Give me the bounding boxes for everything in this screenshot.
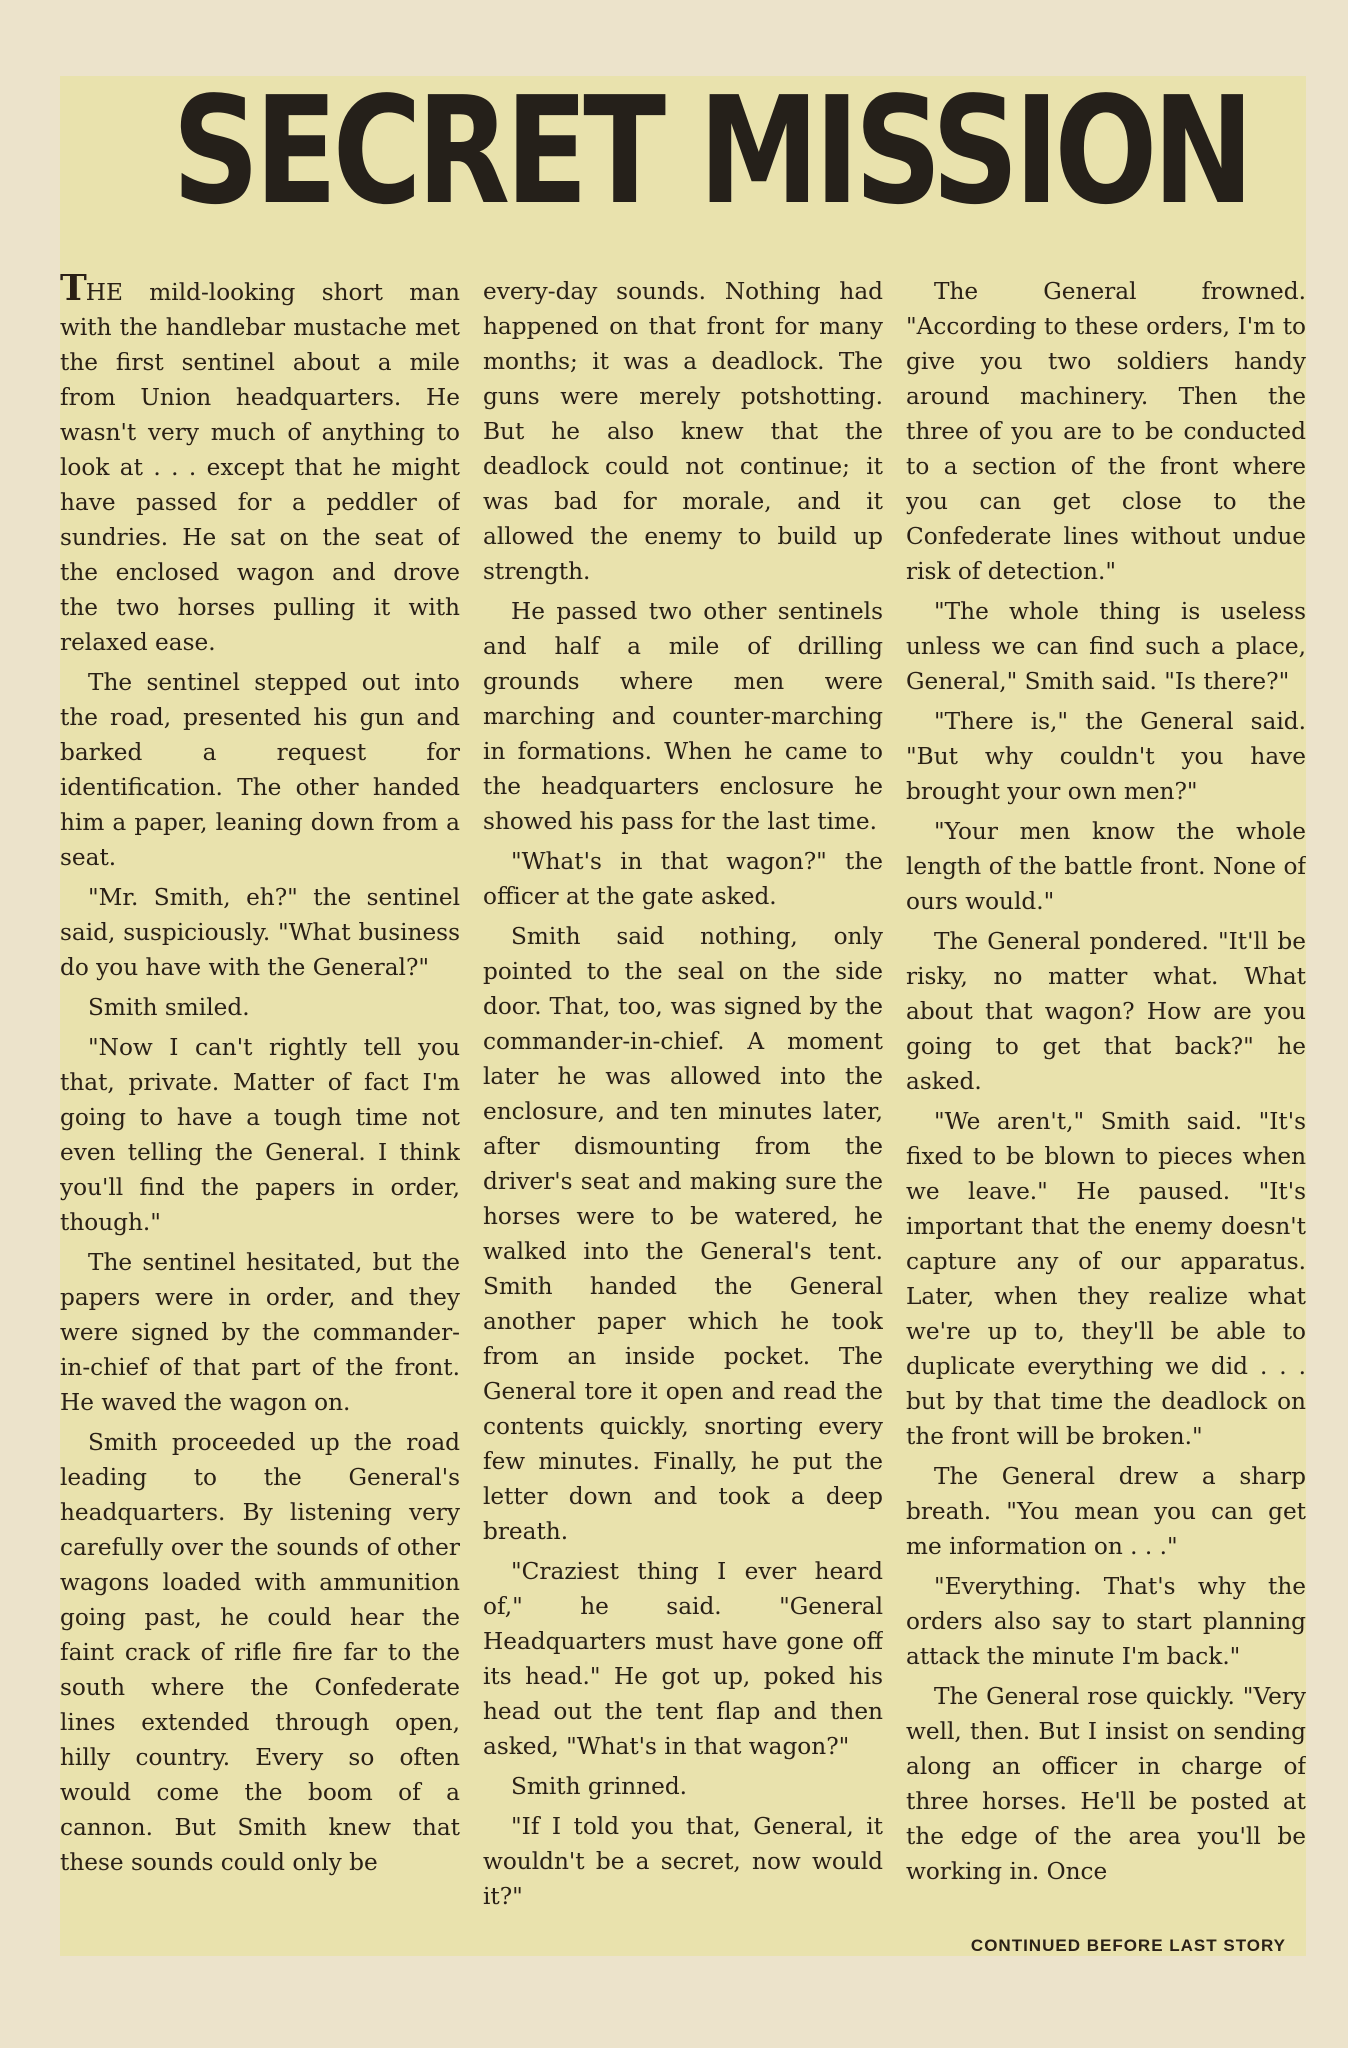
paragraph: "Your men know the whole length of the battle front. None of ours would." xyxy=(906,818,1306,915)
paragraph: every-day sounds. Nothing had happened on that front for many months; it was a deadlock. The guns were merely potshotting. But he also knew that the deadlock could not continue; it was bad for morale, and it allowed the enemy to build up strength. xyxy=(483,278,883,585)
paragraph: Smith proceeded up the road leading to the General's headquarters. By listening very carefully over the sounds of other wagons loaded with ammunition going past, he could hear the faint crack of rifle fire far to the south where the Confederate lines extended through open, hilly country. Every so often would come the boom of a cannon. But Smith knew that these sounds could only be xyxy=(60,1429,460,1876)
paragraph: "If I told you that, General, it wouldn't be a secret, now would it?" xyxy=(483,1813,883,1910)
paragraph: "Craziest thing I ever heard of," he said. "General Headquarters must have gone off its head." He got up, poked his head out the tent flap and then asked, "What's in that wagon?" xyxy=(483,1558,883,1760)
column-3 xyxy=(906,274,1306,1944)
column-2 xyxy=(483,274,883,1944)
paragraph: Smith smiled. xyxy=(88,994,250,1021)
paragraph: The General rose quickly. "Very well, then. But I insist on sending along an officer in charge of three horses. He'll be posted at the edge of the area you'll be working in. Once xyxy=(906,1683,1306,1885)
paragraph xyxy=(60,274,460,660)
paragraph: The General pondered. "It'll be risky, no matter what. What about that wagon? How are you going to get that back?" he asked. xyxy=(906,928,1306,1095)
paragraph: "What's in that wagon?" the officer at the gate asked. xyxy=(483,848,883,910)
paragraph: Smith said nothing, only pointed to the seal on the side door. That, too, was signed by the commander-in-chief. A moment later he was allowed into the enclosure, and ten minutes later, after dismounting from the driver's seat and making sure the horses were to be watered, he walked into the General's tent. Smith handed the General another paper which he took from an inside pocket. The General tore it open and read the contents quickly, snorting every few minutes. Finally, he put the letter down and took a deep breath. xyxy=(483,923,883,1545)
paragraph: The General frowned. "According to these orders, I'm to give you two soldiers handy around machinery. Then the three of you are to be conducted to a section of the front where you can get close to the Confederate lines without undue risk of detection." xyxy=(906,278,1306,585)
paragraph: "Mr. Smith, eh?" the sentinel said, suspiciously. "What business do you have with the General?" xyxy=(60,884,460,981)
text-columns xyxy=(60,274,1306,1944)
drop-cap: T xyxy=(60,274,86,309)
paragraph: Smith grinned. xyxy=(511,1773,688,1800)
story-page xyxy=(60,65,1306,1956)
continued-note: CONTINUED BEFORE LAST STORY xyxy=(970,1936,1286,1955)
story-title: SECRET MISSION xyxy=(172,65,1250,237)
column-1 xyxy=(60,274,460,1944)
paragraph: "The whole thing is useless unless we can find such a place, General," Smith said. "Is there?" xyxy=(906,598,1306,695)
paragraph: He passed two other sentinels and half a mile of drilling grounds where men were marching and counter-marching in formations. When he came to the headquarters enclosure he showed his pass for the last time. xyxy=(483,598,883,835)
paragraph: "Everything. That's why the orders also say to start planning attack the minute I'm back." xyxy=(906,1573,1306,1670)
paragraph: The sentinel hesitated, but the papers were in order, and they were signed by the commander-in-chief of that part of the front. He waved the wagon on. xyxy=(60,1249,460,1416)
paragraph: The sentinel stepped out into the road, presented his gun and barked a request for identification. The other handed him a paper, leaning down from a seat. xyxy=(60,669,460,871)
paragraph: "We aren't," Smith said. "It's fixed to be blown to pieces when we leave." He paused. "It's important that the enemy doesn't capture any of our apparatus. Later, when they realize what we're up to, they'll be able to duplicate everything we did . . . but by that time the deadlock on the front will be broken." xyxy=(906,1108,1306,1450)
paragraph: "Now I can't rightly tell you that, private. Matter of fact I'm going to have a tough time not even telling the General. I think you'll find the papers in order, though." xyxy=(60,1034,460,1236)
paragraph-text: HE mild-looking short man with the handlebar mustache met the first sentinel about a mile from Union headquarters. He wasn't very much of anything to look at . . . except that he might have passed for a peddler of sundries. He sat on the seat of the enclosed wagon and drove the two horses pulling it with relaxed ease. xyxy=(60,279,460,656)
paragraph: The General drew a sharp breath. "You mean you can get me information on . . ." xyxy=(906,1463,1306,1560)
paragraph: "There is," the General said. "But why couldn't you have brought your own men?" xyxy=(906,708,1306,805)
